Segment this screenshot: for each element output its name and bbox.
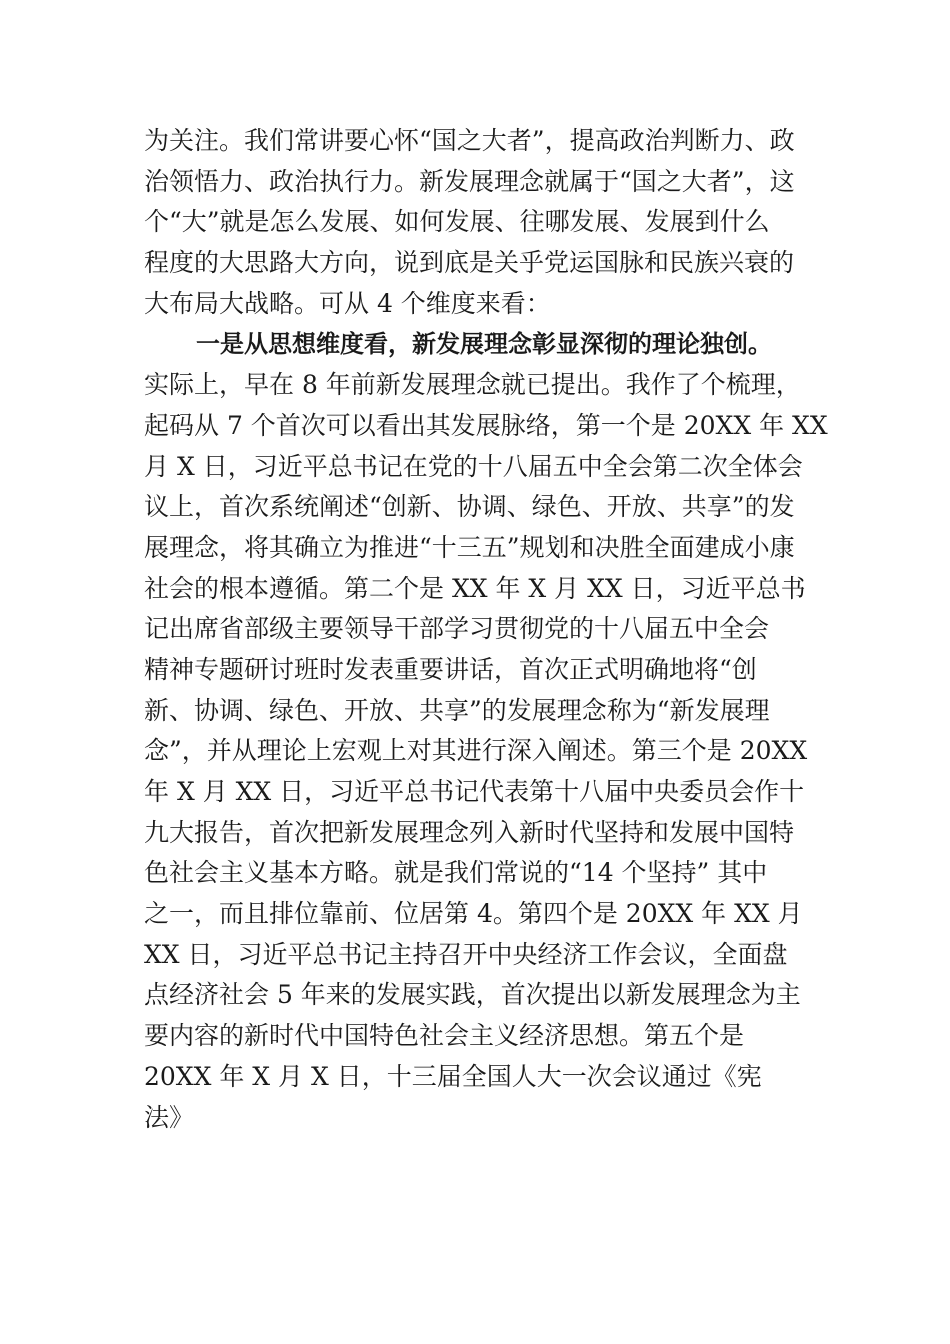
- body-text: [144, 121, 834, 1138]
- text-line: 要内容的新时代中国特色社会主义经济思想。第五个是: [144, 1021, 745, 1051]
- text-line: 月 X 日，习近平总书记在党的十八届五中全会第二次全体会: [144, 451, 803, 481]
- text-line: 起码从 7 个首次可以看出其发展脉络，第一个是 20XX 年 XX: [144, 410, 828, 440]
- text-line: 法》: [144, 1102, 195, 1132]
- text-line: 20XX 年 X 月 X 日，十三届全国人大一次会议通过《宪: [144, 1061, 762, 1091]
- text-line: 议上，首次系统阐述“创新、协调、绿色、开放、共享”的发: [144, 492, 795, 522]
- text-line: 点经济社会 5 年来的发展实践，首次提出以新发展理念为主: [144, 980, 801, 1010]
- text-line: 年 X 月 XX 日，习近平总书记代表第十八届中央委员会作十: [144, 777, 805, 806]
- text-line: 精神专题研讨班时发表重要讲话，首次正式明确地将“创: [144, 654, 757, 684]
- text-line: 社会的根本遵循。第二个是 XX 年 X 月 XX 日，习近平总书: [144, 573, 806, 603]
- text-line: 为关注。我们常讲要心怀“国之大者”，提高政治判断力、政: [144, 126, 795, 155]
- text-line: 大布局大战略。可从 4 个维度来看：: [144, 288, 551, 318]
- text-line: 记出席省部级主要领导干部学习贯彻党的十八届五中全会: [144, 614, 770, 644]
- text-line: 展理念，将其确立为推进“十三五”规划和决胜全面建成小康: [144, 532, 795, 562]
- text-line: 新、协调、绿色、开放、共享”的发展理念称为“新发展理: [144, 695, 770, 725]
- text-line: 程度的大思路大方向，说到底是关乎党运国脉和民族兴衰的: [144, 248, 795, 278]
- text-line: 之一，而且排位靠前、位居第 4。第四个是 20XX 年 XX 月: [144, 899, 803, 929]
- text-line: XX 日，习近平总书记主持召开中央经济工作会议，全面盘: [144, 939, 788, 969]
- section-heading: 一是从思想维度看，新发展理念彰显深彻的理论独创。: [196, 330, 772, 359]
- text-line: 实际上，早在 8 年前新发展理念就已提出。我作了个梳理，: [144, 370, 801, 400]
- text-line: 个“大”就是怎么发展、如何发展、往哪发展、发展到什么: [144, 207, 770, 237]
- text-line: 九大报告，首次把新发展理念列入新时代坚持和发展中国特: [144, 817, 795, 847]
- text-line: 治领悟力、政治执行力。新发展理念就属于“国之大者”，这: [144, 166, 795, 196]
- text-line: 色社会主义基本方略。就是我们常说的“14 个坚持” 其中: [144, 858, 768, 888]
- text-line: 念”，并从理论上宏观上对其进行深入阐述。第三个是 20XX: [144, 736, 808, 766]
